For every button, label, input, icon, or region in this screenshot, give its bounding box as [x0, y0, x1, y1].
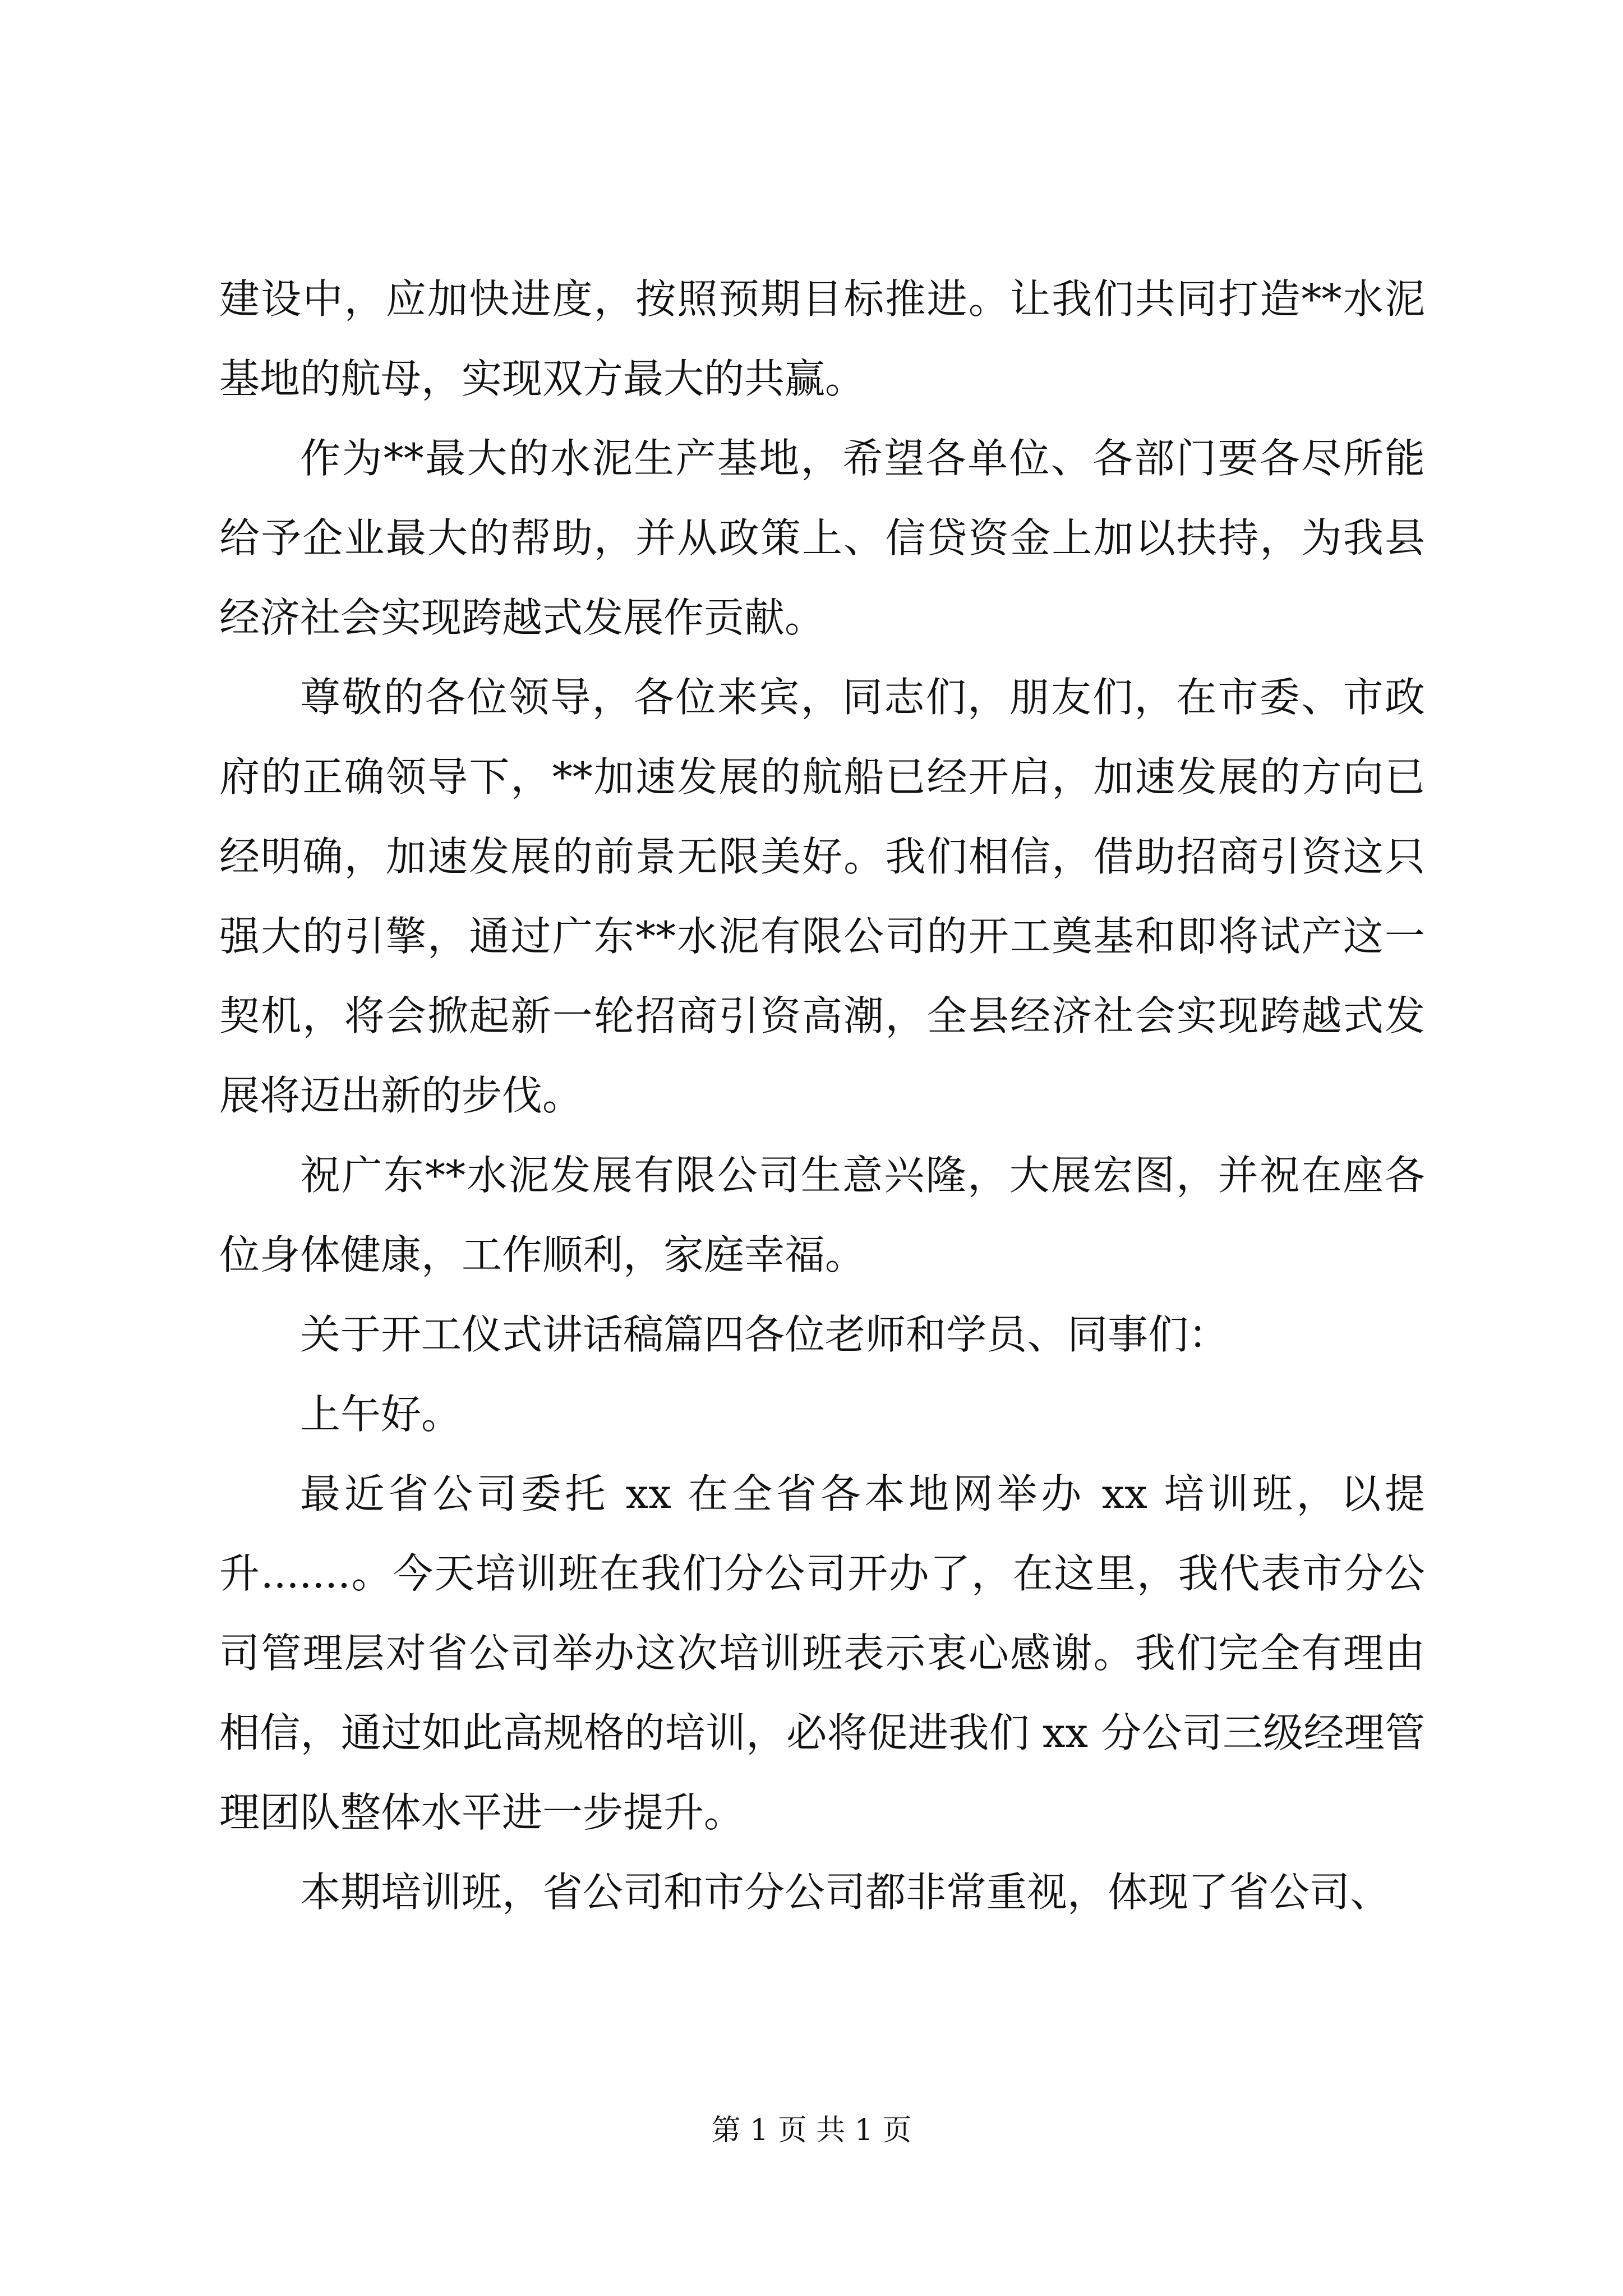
paragraph: 建设中，应加快进度，按照预期目标推进。让我们共同打造**水泥基地的航母，实现双方最大的共赢。 [219, 275, 1425, 402]
paragraph: 本期培训班，省公司和市分公司都非常重视，体现了省公司、 [300, 1869, 1391, 1916]
paragraph: 关于开工仪式讲话稿篇四各位老师和学员、同事们： [300, 1311, 1229, 1358]
paragraph: 祝广东**水泥发展有限公司生意兴隆，大展宏图，并祝在座各位身体健康，工作顺利，家庭幸福。 [219, 1152, 1425, 1278]
paragraph: 最近省公司委托 xx 在全省各本地网举办 xx 培训班，以提升.......。今天培训班在我们分公司开办了，在这里，我代表市分公司管理层对省公司举办这次培训班表示衷心感谢。我们完全有理由相信，通过如此高规格的培训，必将促进我们 xx 分公司三级经理管理团队整体水平进一步提升。 [219, 1470, 1425, 1836]
paragraph: 作为**最大的水泥生产基地，希望各单位、各部门要各尽所能给予企业最大的帮助，并从政策上、信贷资金上加以扶持，为我县经济社会实现跨越式发展作贡献。 [219, 435, 1425, 641]
paragraph: 尊敬的各位领导，各位来宾，同志们，朋友们，在市委、市政府的正确领导下，**加速发展的航船已经开启，加速发展的方向已经明确，加速发展的前景无限美好。我们相信，借助招商引资这只强大的引擎，通过广东**水泥有限公司的开工奠基和即将试产这一契机，将会掀起新一轮招商引资高潮，全县经济社会实现跨越式发展将迈出新的步伐。 [219, 674, 1425, 1119]
paragraph: 上午好。 [300, 1391, 462, 1438]
page-footer: 第 1 页 共 1 页 [711, 2114, 912, 2147]
document-body [219, 259, 1425, 1932]
